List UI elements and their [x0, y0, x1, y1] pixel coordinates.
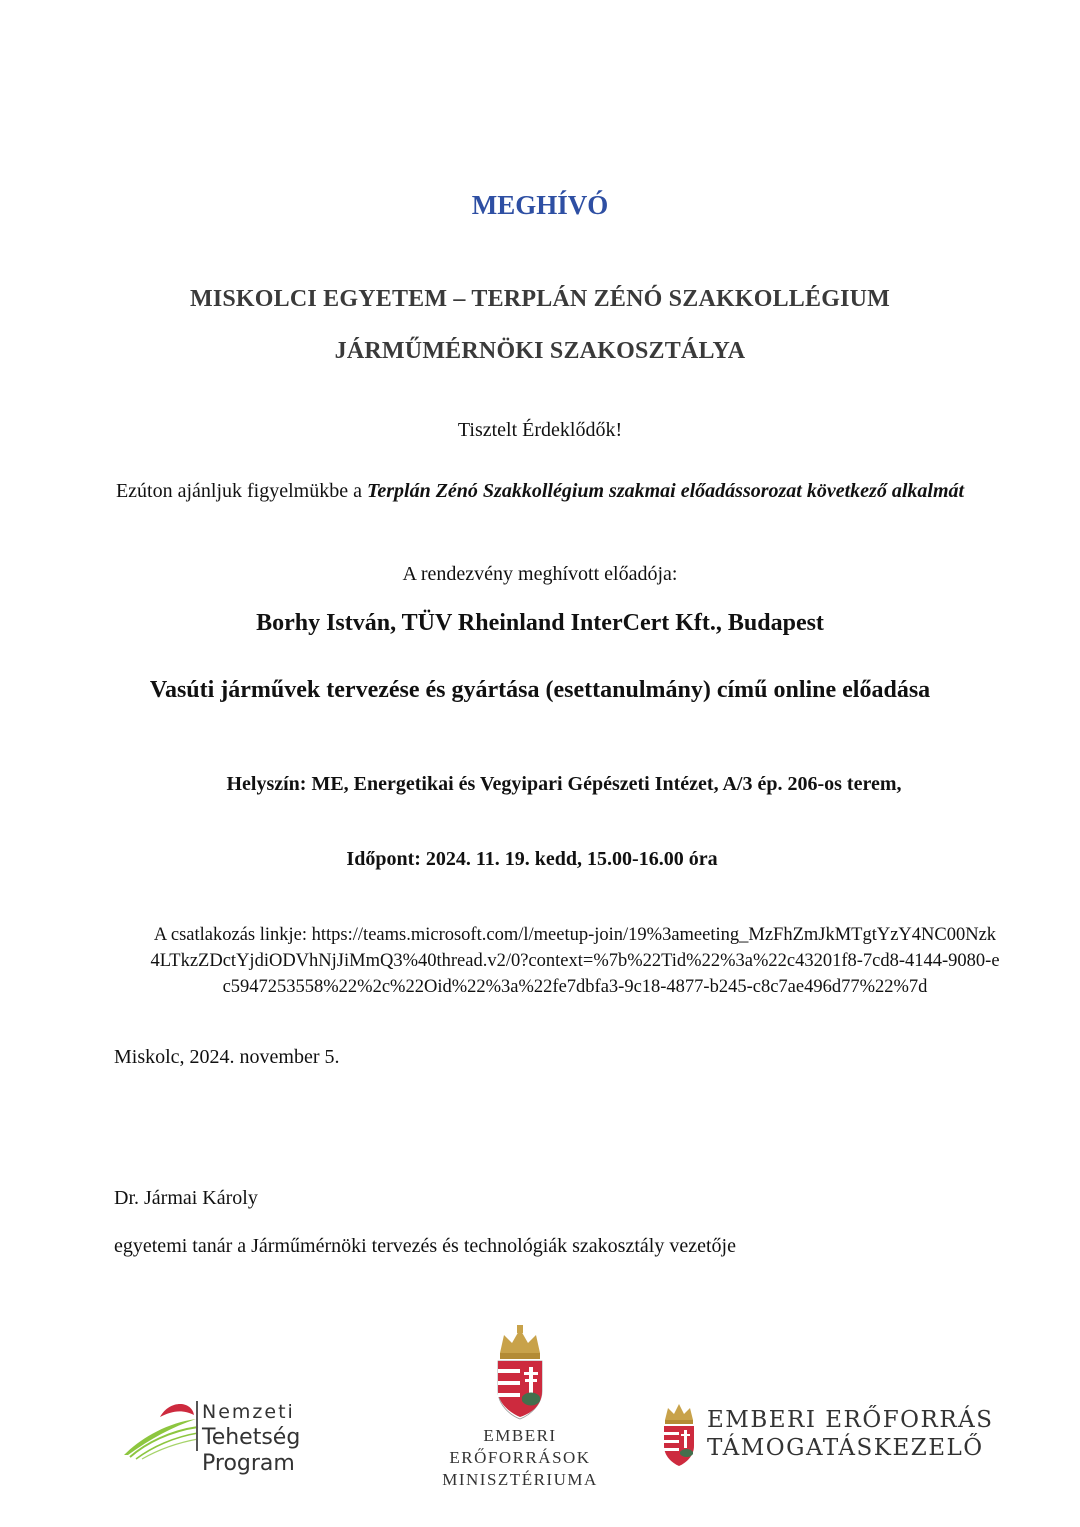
join-link-url[interactable]: https://teams.microsoft.com/l/meetup-join/19%3ameeting_MzFhZmJkMTgtYzY4NC00Nzk4LTkzZDctYjdiODVhNjJiMmQ3%40thread.v2/0?context=%7b%22Tid%22%3a%22c43201f8-7cd8-4144-9080-ec5947253558%22%2c%22Oid%22%3a%22fe7dbfa3-9c18-4877-b245-c8c7ae496d77%22%7d — [150, 925, 1000, 997]
intro-plain: Ezúton ajánljuk figyelmükbe a — [115, 480, 367, 502]
emmi-logo — [410, 1325, 630, 1489]
venue: Helyszín: ME, Energetikai és Vegyipari Gépészeti Intézet, A/3 ép. 206-os terem, — [226, 773, 902, 795]
signer-role: egyetemi tanár a Járműmérnöki tervezés és technológiák szakosztály vezetője — [114, 1235, 736, 1257]
emet-line-2: TÁMOGATÁSKEZELŐ — [707, 1435, 984, 1461]
intro-paragraph — [90, 477, 990, 506]
speaker-label: A rendezvény meghívott előadója: — [402, 563, 678, 585]
ntp-swoosh-icon — [120, 1395, 200, 1465]
talk-title: Vasúti járművek tervezése és gyártása (esettanulmány) című online előadása — [149, 677, 931, 703]
intro-emphasis: Terplán Zénó Szakkollégium szakmai előadássorozat következő alkalmát — [366, 480, 965, 502]
signer-name: Dr. Jármai Károly — [114, 1187, 258, 1209]
event-time: Időpont: 2024. 11. 19. kedd, 15.00-16.00 óra — [346, 848, 718, 870]
place-and-date: Miskolc, 2024. november 5. — [114, 1046, 340, 1068]
join-link-label: A csatlakozás linkje: — [153, 925, 312, 945]
organization-line-1: MISKOLCI EGYETEM – TERPLÁN ZÉNÓ SZAKKOLLÉGIUM — [189, 286, 890, 312]
emet-wordmark — [707, 1406, 994, 1462]
emmi-line-2: MINISZTÉRIUMA — [442, 1470, 598, 1489]
join-link-paragraph — [150, 922, 1000, 1000]
hungarian-coat-of-arms-icon — [490, 1325, 550, 1420]
ntp-line-1: Nemzeti — [202, 1401, 295, 1423]
emet-logo — [655, 1398, 994, 1473]
ntp-divider — [196, 1401, 198, 1451]
document-title: MEGHÍVÓ — [471, 190, 609, 220]
emmi-wordmark — [410, 1425, 630, 1491]
ntp-line-2: Tehetség Program — [202, 1425, 301, 1476]
emet-line-1: EMBERI ERŐFORRÁS — [707, 1407, 994, 1433]
ntp-logo — [120, 1395, 400, 1476]
emmi-line-1: EMBERI ERŐFORRÁSOK — [449, 1426, 591, 1467]
ntp-wordmark — [202, 1399, 400, 1477]
organization-line-2: JÁRMŰMÉRNÖKI SZAKOSZTÁLYA — [334, 338, 746, 364]
speaker-name: Borhy István, TÜV Rheinland InterCert Kft., Budapest — [256, 610, 824, 636]
greeting: Tisztelt Érdeklődők! — [457, 419, 623, 441]
emet-coat-of-arms-icon — [659, 1402, 699, 1468]
